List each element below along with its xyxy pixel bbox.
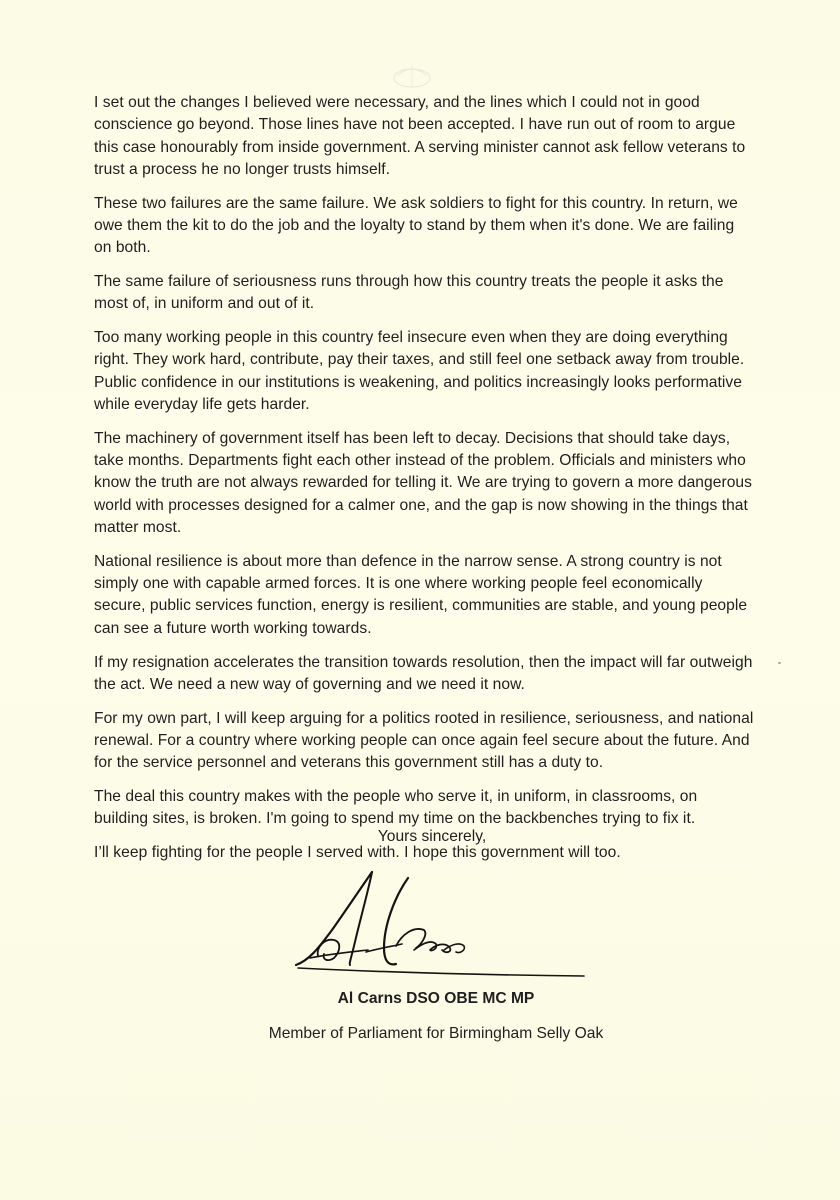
paragraph-10: I’ll keep fighting for the people I served with. I hope this government will too. (94, 844, 621, 862)
paragraph-9: The deal this country makes with the people who serve it, in uniform, in classrooms, on building sites, is broken. I'm going to spend my time on the backbenches trying to fix it. (94, 788, 698, 828)
paper-speck (778, 662, 781, 664)
signer-name: Al Carns DSO OBE MC MP (337, 990, 535, 1007)
paragraph-1: I set out the changes I believed were necessary, and the lines which I could not in good conscience go beyond. Those lines have not been accepted. I have run out of room to argue this case honourably from inside government. A serving minister cannot ask fellow veterans to trust a process he no longer trusts himself. (94, 94, 746, 178)
letter-body (94, 92, 754, 876)
paragraph-6: National resilience is about more than defence in the narrow sense. A strong country is not simply one with capable armed forces. It is one where working people feel economically secure, public services function, energy is resilient, communities are stable, and young people can see a future worth working towards. (94, 552, 748, 637)
salutation: Yours sincerely, (377, 828, 487, 845)
paragraph-4: Too many working people in this country feel insecure even when they are doing everything right. They work hard, contribute, pay their taxes, and still feel one setback away from trouble. Public confidence in our institutions is weakening, and politics increasingly looks performative while everyday life gets harder. (94, 329, 745, 414)
signer-role: Member of Parliament for Birmingham Selly Oak (268, 1025, 604, 1042)
handwritten-signature (290, 868, 590, 983)
paragraph-2: These two failures are the same failure. We ask soldiers to fight for this country. In return, we owe them the kit to do the job and the loyalty to stand by them when it's done. We are failing on both. (94, 194, 738, 257)
paragraph-8: For my own part, I will keep arguing for a politics rooted in resilience, seriousness, and national renewal. For a country where working people can once again feel secure about the future. And for the service personnel and veterans this government still has a duty to. (94, 709, 754, 772)
crest-watermark-icon (387, 58, 437, 88)
paragraph-7: If my resignation accelerates the transition towards resolution, then the impact will far outweigh the act. We need a new way of governing and we need it now. (94, 653, 753, 693)
paragraph-5: The machinery of government itself has been left to decay. Decisions that should take days, take months. Departments fight each other instead of the problem. Officials and ministers who know the truth are not always rewarded for telling it. We are trying to govern a more dangerous world with processes designed for a calmer one, and the gap is now showing in the things that matter most. (94, 429, 753, 537)
paragraph-3: The same failure of seriousness runs through how this country treats the people it asks the most of, in uniform and out of it. (94, 273, 724, 313)
